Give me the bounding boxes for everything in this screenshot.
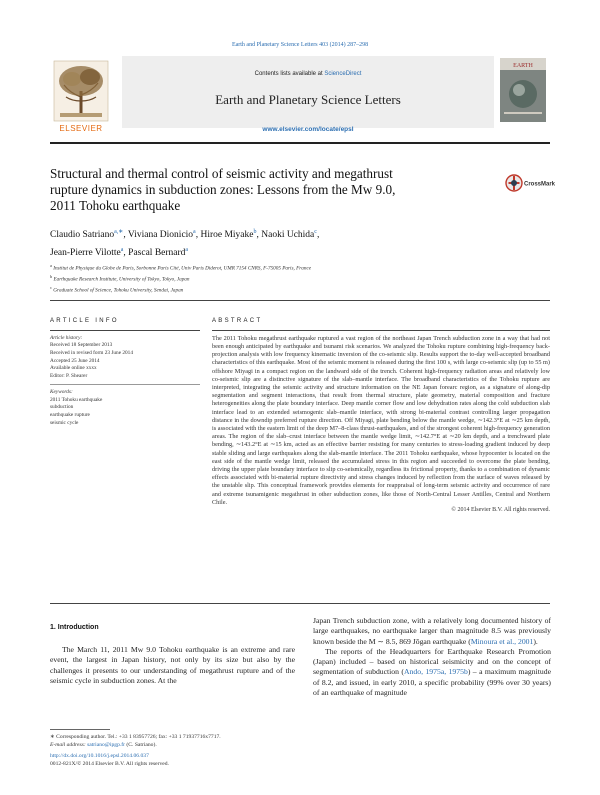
- footnote-rule: [50, 729, 110, 730]
- article-info: [50, 318, 200, 427]
- affiliation-item: [50, 273, 550, 284]
- abstract-label: ABSTRACT: [212, 318, 263, 324]
- article-title: [50, 166, 490, 214]
- section-heading: 1. Introduction: [50, 624, 99, 631]
- abstract-rule: [212, 330, 550, 331]
- header-rule: [50, 142, 550, 144]
- citation-link[interactable]: Minoura et al., 2001: [470, 636, 534, 646]
- intro-right-column: [313, 616, 551, 698]
- elsevier-wordmark: ELSEVIER: [59, 124, 103, 133]
- affiliation-text: Graduate School of Science, Tohoku University, Sendai, Japan: [53, 288, 184, 295]
- affiliation-mark: a: [50, 263, 52, 268]
- journal-cover-image: [500, 58, 546, 122]
- author-separator: ,: [123, 248, 129, 259]
- email-link[interactable]: satriano@ipgp.fr: [87, 742, 126, 748]
- author-separator: ,: [256, 230, 262, 241]
- affiliation-item: [50, 284, 550, 295]
- affiliation-rule: [50, 300, 550, 301]
- keywords: [50, 389, 200, 427]
- keywords-header: Keywords:: [50, 389, 73, 396]
- title-line: 2011 Tohoku earthquake: [50, 198, 181, 213]
- author-name[interactable]: Hiroe Miyake: [200, 230, 254, 241]
- corresponding-author-note: ∗ Corresponding author. Tel.: +33 1 83957726; fax: +33 1 71937716x7717.: [50, 734, 221, 740]
- email-label: E-mail address:: [50, 742, 88, 748]
- author-list: [50, 225, 470, 261]
- author-marks[interactable]: a: [193, 229, 196, 235]
- author-marks[interactable]: b: [253, 229, 257, 235]
- history-item: Received 18 September 2013: [50, 342, 113, 349]
- keyword-item: earthquake rupture: [50, 411, 90, 418]
- author-separator: ,: [195, 230, 201, 241]
- paragraph-text: Japan Trench subduction zone, with a relatively long documented history of large earthquakes, no earthquake larger than magnitude 8.5 was previously known beside the M ∼ 8.5, 869 Jōgan earthquake (: [313, 616, 551, 646]
- citation-link[interactable]: Ando, 1975a, 1975b: [404, 667, 468, 677]
- affiliation-text: Institut de Physique du Globe de Paris, Sorbonne Paris Cité, Univ Paris Diderot, UMR 7154 CNRS, F-75005 Paris, France: [53, 265, 312, 272]
- abstract-text: The 2011 Tohoku megathrust earthquake ruptured a vast region of the northeast Japan Trench subduction zone in a way that had not been enough anticipated by earthquake and tsunami risk scenarios. We analyzed the Tohoku rupture combining high-frequency back-projection analysis with low frequency kinematic inversion of the co-seismic slip. Results support the to-day well-accepted broadband characteristics of this earthquake. Most of the seismic moment is released during the first 100 s, with large co-seismic slip (up to 55 m) offshore Miyagi in a compact region on the landward side of the trench. Coherent high-frequency radiation areas and relatively low co-seismic slip are a distinctive signature of the slab–mantle interface. The broadband characteristics of the Tohoku rupture are interpreted, integrating the seismic activity and structure information on the NE Japan forearc region, as a signature of along-dip segmentation and segment interactions, that result from thermal structure, plate geometry, material composition and fracture heterogeneities along the plate boundary interface. Deep mantle corner flow and low dehydration rates along the cold subduction slab interface lead to an extended seismogenic slab–mantle interface, with strong bi-material contrast controlling larger propagation distance in the downdip preferred rupture direction. Off Miyagi, plate bending below the mantle wedge, ∼142.3°E at ∼25 km depth, is associated with the eastern limit of the deep M7–8-class thrust-earthquakes, and of the strongest coherent high-frequency generation areas. The region of the slab–crust interface between the mantle wedge limit, ∼142.7°E at ∼20 km depth, and a trenchward plate bending, ∼143.2°E at ∼15 km, acted as an effective barrier resisting for many centuries to stress-loading gradient induced by deep stable sliding and large earthquakes along the slab-mantle interface. The 2011 Tohoku earthquake, whose hypocenter is located on the east side of the mantle wedge limit, released the accumulated stress in this region and succeeded to overcome the plate bending, driving the upper plate boundary interface to slip co-seismically, regardless its frictional property, thanks to a combination of dynamic effects associated with bi-material rupture directivity and stress changes induced by reflection from the surface of waves released by the unstable slip. This conceptual framework provides elements for reappraisal of long-term seismic activity and occurrence of rare and extreme tsunamigenic megathrust in other subduction zones, like those of North-Central Lesser Antilles, Central and Northern Chile.: [212, 334, 550, 506]
- affiliations: [50, 262, 550, 296]
- copyright-notice: © 2014 Elsevier B.V. All rights reserved.: [451, 507, 550, 514]
- affiliation-mark: c: [50, 285, 52, 291]
- keywords-rule: [50, 384, 200, 385]
- journal-url-link[interactable]: www.elsevier.com/locate/epsl: [262, 126, 354, 133]
- cover-title-text: EARTH: [513, 63, 533, 69]
- author-separator: ,: [316, 230, 320, 241]
- title-line: Structural and thermal control of seismic activity and megathrust: [50, 166, 393, 181]
- intro-paragraph: [313, 616, 551, 647]
- abstract: [212, 318, 550, 513]
- affiliation-mark: b: [50, 274, 53, 280]
- footnotes: [50, 733, 295, 768]
- sciencedirect-link[interactable]: ScienceDirect: [324, 71, 362, 77]
- history-item: Accepted 25 June 2014: [50, 357, 100, 364]
- author-marks[interactable]: a: [185, 247, 189, 254]
- email-suffix: (C. Satriano).: [125, 742, 157, 748]
- author-name[interactable]: Claudio Satriano: [50, 230, 115, 241]
- issn-line: 0012-821X/© 2014 Elsevier B.V. All rights reserved.: [50, 761, 169, 767]
- keyword-item: 2011 Tohoku earthquake: [50, 396, 103, 403]
- doi-link[interactable]: http://dx.doi.org/10.1016/j.epsl.2014.06.037: [50, 753, 149, 759]
- keyword-item: subduction: [50, 404, 74, 411]
- title-line: rupture dynamics in subduction zones: Lessons from the Mw 9.0,: [50, 182, 396, 197]
- crossmark-button[interactable]: [505, 172, 556, 194]
- contents-prefix: Contents lists available at: [254, 71, 325, 77]
- author-name[interactable]: Jean-Pierre Vilotte: [50, 248, 121, 259]
- article-info-rule: [50, 330, 200, 331]
- paragraph-text: The reports of the Headquarters for Earthquake Research Promotion (Japan) included – based on historical seismicity and on the concept of segmentation of subduction (: [313, 646, 551, 677]
- email-note: [50, 741, 295, 749]
- author-separator: ,: [123, 230, 128, 241]
- article-info-label: ARTICLE INFO: [50, 318, 119, 324]
- crossmark-label: CrossMark: [524, 181, 556, 188]
- author-marks[interactable]: c: [314, 229, 317, 235]
- paragraph-text: ) – a maximum magnitude of 8.2, and issued, in early 2010, a specific probability (99% over 30 years) of an earthquake of magnitude: [313, 667, 551, 698]
- journal-name: Earth and Planetary Science Letters: [215, 92, 401, 107]
- abstract-bottom-rule: [50, 603, 550, 604]
- affiliation-item: [50, 262, 550, 273]
- history-item: Editor: P. Shearer: [50, 372, 88, 379]
- article-history: [50, 335, 200, 381]
- author-name[interactable]: Naoki Uchida: [261, 230, 315, 241]
- affiliation-text: Earthquake Research Institute, University of Tokyo, Tokyo, Japan: [53, 276, 190, 283]
- contents-line: [122, 71, 494, 77]
- history-item: Received in revised form 23 June 2014: [50, 349, 133, 356]
- author-name[interactable]: Viviana Dionicio: [127, 230, 194, 241]
- elsevier-tree-logo: [50, 57, 112, 127]
- history-item: Available online xxxx: [50, 365, 97, 372]
- intro-paragraph: [313, 647, 551, 698]
- history-header: Article history:: [50, 334, 83, 341]
- author-marks[interactable]: a,∗: [114, 229, 124, 235]
- author-name[interactable]: Pascal Bernard: [128, 248, 186, 259]
- author-marks[interactable]: a: [120, 247, 124, 254]
- keyword-item: seismic cycle: [50, 419, 79, 426]
- intro-left-paragraph: The March 11, 2011 Mw 9.0 Tohoku earthquake is an extreme and rare event, the largest in Japan history, not only by its size but also by the challenges it presents to our understanding of megathrust rupture and of the seismic cycle in subduction zones. At the: [50, 645, 295, 685]
- paragraph-text: ).: [533, 636, 538, 646]
- journal-citation[interactable]: Earth and Planetary Science Letters 403 (2014) 287–298: [231, 42, 369, 48]
